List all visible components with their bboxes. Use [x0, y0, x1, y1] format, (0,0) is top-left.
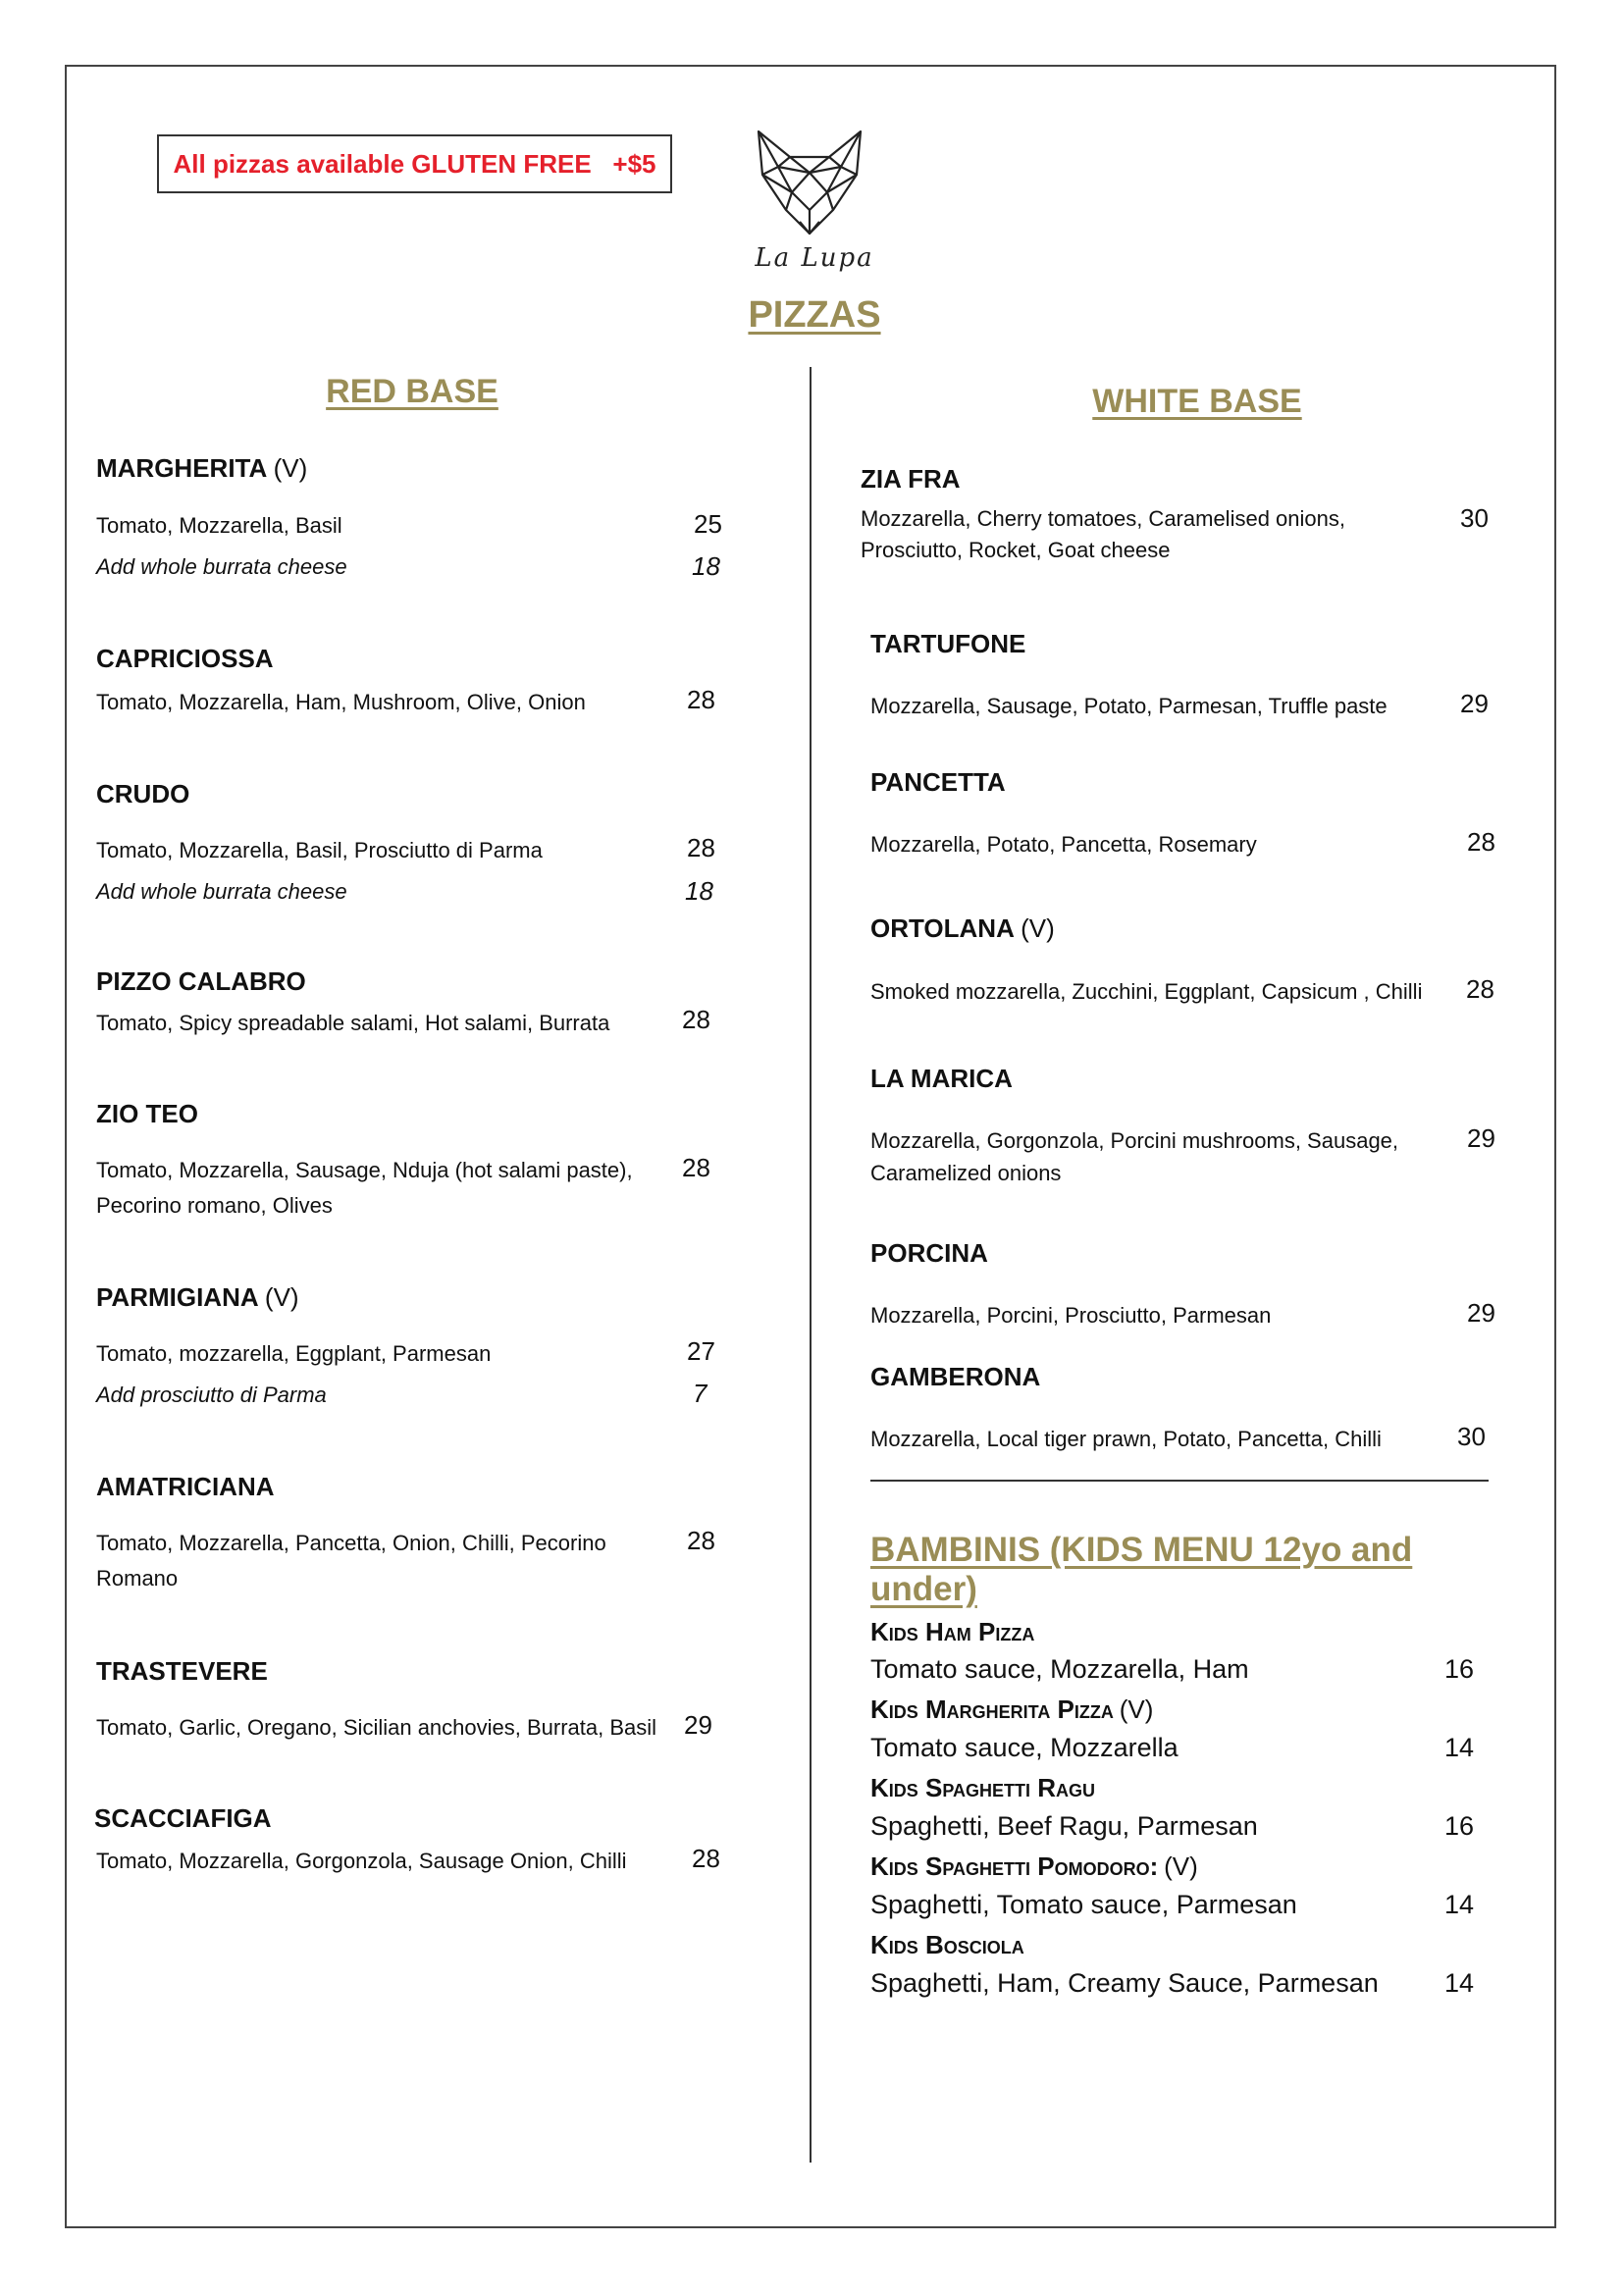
menu-item-price: 28 [682, 1153, 710, 1182]
menu-item-name: SCACCIAFIGA [94, 1803, 272, 1833]
menu-item-description: Prosciutto, Rocket, Goat cheese [861, 538, 1171, 562]
menu-item-description: Mozzarella, Local tiger prawn, Potato, Pancetta, Chilli [870, 1427, 1382, 1451]
menu-item-price: 25 [694, 509, 722, 539]
kids-item-price: 14 [1444, 1890, 1475, 1919]
kids-item-price: 16 [1444, 1811, 1475, 1841]
menu-item-price: 28 [1467, 827, 1495, 857]
menu-item-description: Tomato, Mozzarella, Pancetta, Onion, Chilli, Pecorino [96, 1531, 606, 1555]
menu-item-addon: Add whole burrata cheese [96, 879, 347, 904]
menu-item-description: Caramelized onions [870, 1161, 1062, 1185]
menu-item-description: Mozzarella, Porcini, Prosciutto, Parmesan [870, 1303, 1272, 1328]
menu-item-name: GAMBERONA [870, 1362, 1041, 1391]
kids-item-description: Spaghetti, Beef Ragu, Parmesan [870, 1811, 1258, 1841]
menu-item-name: PORCINA [870, 1238, 988, 1268]
menu-item-description: Mozzarella, Gorgonzola, Porcini mushrooms, Sausage, [870, 1128, 1399, 1153]
menu-item-name: TARTUFONE [870, 629, 1026, 658]
menu-item-name: MARGHERITA (V) [96, 453, 308, 483]
menu-item-description: Tomato, Mozzarella, Sausage, Nduja (hot salami paste), [96, 1158, 633, 1182]
menu-item-description: Mozzarella, Potato, Pancetta, Rosemary [870, 832, 1257, 857]
kids-item-description: Spaghetti, Tomato sauce, Parmesan [870, 1890, 1297, 1919]
menu-item-description: Tomato, Mozzarella, Gorgonzola, Sausage Onion, Chilli [96, 1849, 627, 1873]
menu-item-name: PANCETTA [870, 767, 1006, 797]
menu-item-price: 28 [687, 833, 715, 862]
menu-item-addon-price: 18 [685, 876, 713, 906]
menu-item-name: AMATRICIANA [96, 1472, 275, 1501]
kids-item-name: Kids Spaghetti Ragu [870, 1773, 1096, 1802]
menu-item-name: CRUDO [96, 779, 190, 808]
menu-item-name: PIZZO CALABRO [96, 966, 306, 996]
menu-item-price: 28 [687, 685, 715, 714]
menu-item-name: PARMIGIANA (V) [96, 1282, 299, 1312]
menu-item-price: 29 [1467, 1298, 1495, 1328]
column-divider [810, 367, 812, 2163]
kids-item-price: 14 [1444, 1733, 1475, 1762]
menu-item-description: Smoked mozzarella, Zucchini, Eggplant, Capsicum , Chilli [870, 979, 1423, 1004]
menu-item-description: Tomato, Mozzarella, Ham, Mushroom, Olive, Onion [96, 690, 586, 714]
menu-item-description: Tomato, mozzarella, Eggplant, Parmesan [96, 1341, 492, 1366]
menu-item-addon: Add whole burrata cheese [96, 554, 347, 579]
menu-item-name: CAPRICIOSSA [96, 644, 274, 673]
kids-item-name: Kids Bosciola [870, 1930, 1024, 1959]
menu-item-name: ZIA FRA [861, 464, 961, 494]
page-title: PIZZAS [748, 294, 881, 336]
kids-item-name: Kids Ham Pizza [870, 1617, 1035, 1646]
menu-item-addon-price: 7 [693, 1379, 707, 1408]
kids-item-description: Tomato sauce, Mozzarella, Ham [870, 1654, 1249, 1684]
section-divider [870, 1480, 1489, 1482]
white-base-heading: WHITE BASE [1092, 383, 1302, 420]
menu-item-description: Romano [96, 1566, 179, 1591]
menu-item-name: LA MARICA [870, 1064, 1013, 1093]
menu-item-name: TRASTEVERE [96, 1656, 268, 1686]
kids-item-description: Tomato sauce, Mozzarella [870, 1733, 1179, 1762]
menu-item-price: 28 [687, 1526, 715, 1555]
menu-item-addon-price: 18 [692, 551, 720, 581]
wolf-logo-icon [751, 128, 868, 237]
menu-item-price: 30 [1460, 503, 1489, 533]
menu-item-name: ZIO TEO [96, 1099, 198, 1128]
menu-item-price: 28 [682, 1005, 710, 1034]
kids-menu-heading: BAMBINIS (KIDS MENU 12yo and under) [870, 1531, 1413, 1608]
kids-item-description: Spaghetti, Ham, Creamy Sauce, Parmesan [870, 1968, 1379, 1998]
menu-item-price: 29 [1467, 1123, 1495, 1153]
menu-item-price: 27 [687, 1336, 715, 1366]
kids-item-price: 16 [1444, 1654, 1475, 1684]
menu-item-description: Tomato, Spicy spreadable salami, Hot salami, Burrata [96, 1011, 610, 1035]
kids-item-name: Kids Margherita Pizza (V) [870, 1695, 1154, 1724]
menu-item-price: 29 [1460, 689, 1489, 718]
menu-item-price: 29 [684, 1710, 712, 1740]
menu-item-addon: Add prosciutto di Parma [96, 1382, 327, 1407]
menu-item-description: Mozzarella, Sausage, Potato, Parmesan, Truffle paste [870, 694, 1388, 718]
menu-item-description: Tomato, Mozzarella, Basil [96, 513, 342, 538]
menu-item-price: 28 [1466, 974, 1494, 1004]
menu-item-name: ORTOLANA (V) [870, 913, 1055, 943]
menu-item-description: Tomato, Garlic, Oregano, Sicilian anchovies, Burrata, Basil [96, 1715, 657, 1740]
menu-item-description: Mozzarella, Cherry tomatoes, Caramelised onions, [861, 506, 1345, 531]
gluten-free-notice: All pizzas available GLUTEN FREE +$5 [173, 148, 656, 179]
menu-item-description: Pecorino romano, Olives [96, 1193, 333, 1218]
menu-item-description: Tomato, Mozzarella, Basil, Prosciutto di Parma [96, 838, 543, 862]
gluten-free-notice-box [157, 134, 672, 193]
brand-name: La Lupa [755, 243, 874, 273]
kids-item-name: Kids Spaghetti Pomodoro: (V) [870, 1852, 1198, 1881]
menu-item-price: 28 [692, 1844, 720, 1873]
menu-item-price: 30 [1457, 1422, 1486, 1451]
red-base-heading: RED BASE [326, 373, 498, 410]
kids-item-price: 14 [1444, 1968, 1475, 1998]
